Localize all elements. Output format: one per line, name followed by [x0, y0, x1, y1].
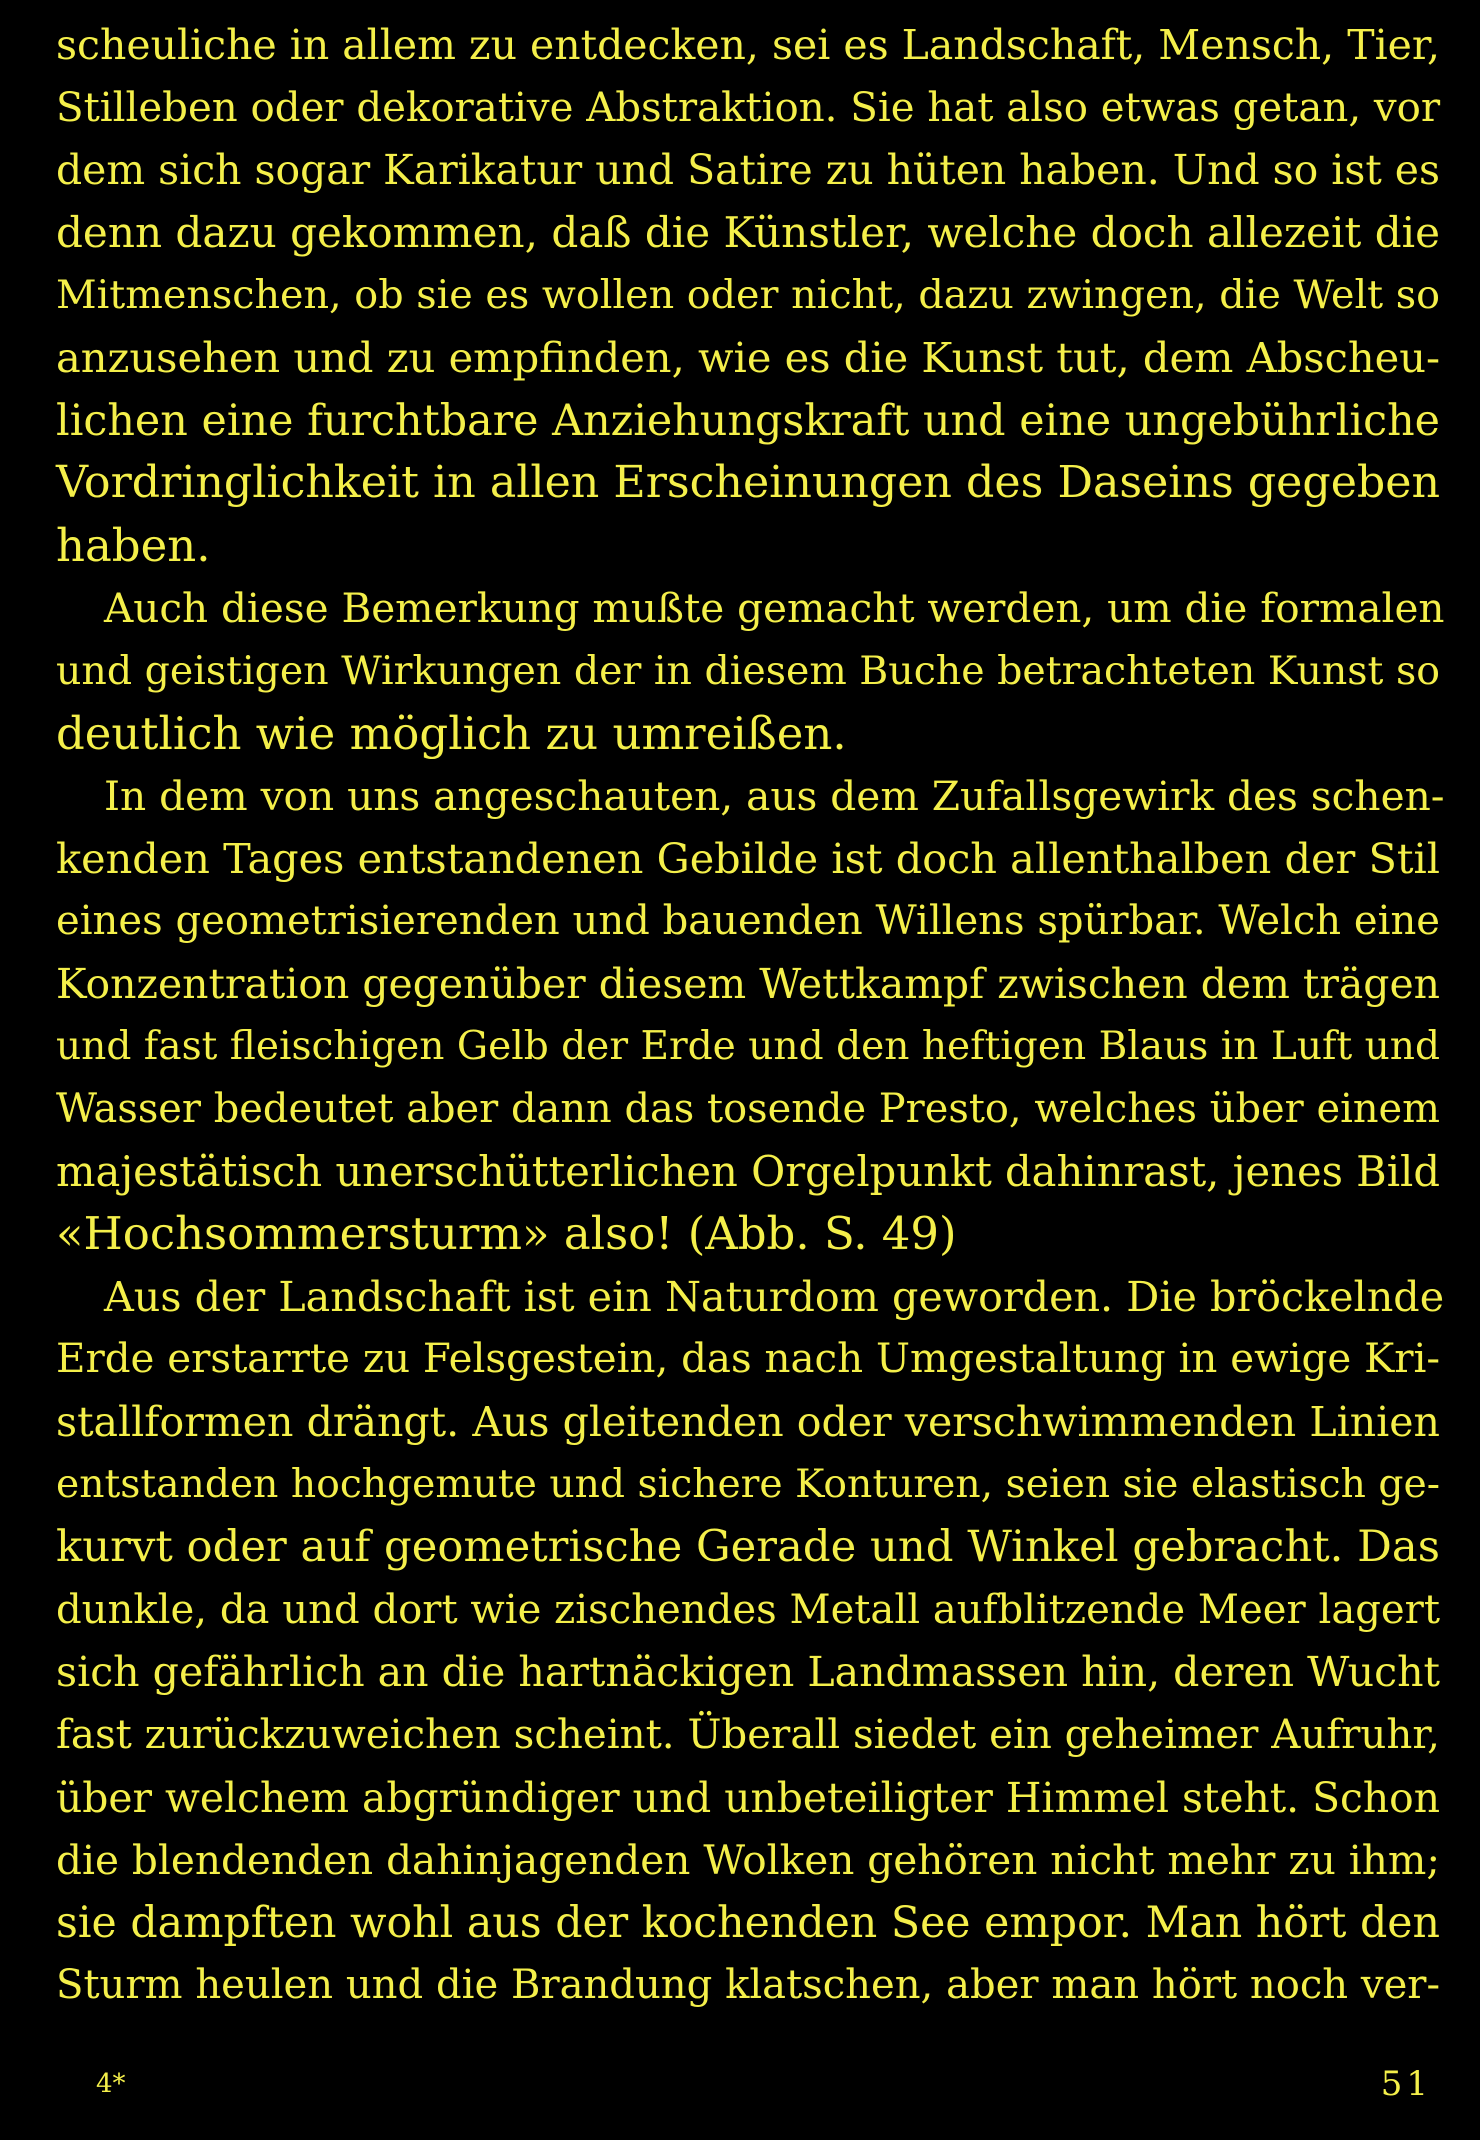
signature-mark: 4* — [96, 2069, 126, 2099]
text-line: fast zurückzuweichen scheint. Überall siedet ein geheimer Aufruhr, — [56, 1711, 1440, 1759]
text-line: und fast fleischigen Gelb der Erde und den heftigen Blaus in Luft und — [56, 1023, 1440, 1069]
text-line: eines geometrisierenden und bauenden Willens spürbar. Welch eine — [56, 898, 1440, 945]
paragraph — [56, 577, 1445, 765]
text-line: stallformen drängt. Aus gleitenden oder verschwimmenden Linien — [56, 1398, 1440, 1447]
text-line: anzusehen und zu empfinden, wie es die Kunst tut, dem Abscheu- — [56, 332, 1440, 382]
text-line: Sturm heulen und die Brandung klatschen, aber man hört noch ver- — [56, 1962, 1440, 2009]
text-line: Aus der Landschaft ist ein Naturdom geworden. Die bröckelnde — [104, 1272, 1445, 1321]
text-line: haben. — [56, 518, 211, 572]
text-line: Wasser bedeutet aber dann das tosende Presto, welches über einem — [56, 1086, 1440, 1133]
text-line: majestätisch unerschütterlichen Orgelpunkt dahinrast, jenes Bild — [56, 1146, 1440, 1196]
text-line: Auch diese Bemerkung mußte gemacht werden, um die formalen — [104, 584, 1445, 633]
text-line: lichen eine furchtbare Anziehungskraft und eine ungebührliche — [56, 395, 1440, 446]
page-number: 51 — [1380, 2064, 1432, 2104]
text-line: dem sich sogar Karikatur und Satire zu hüten haben. Und so ist es — [56, 146, 1440, 195]
text-line: sie dampften wohl aus der kochenden See empor. Man hört den — [56, 1897, 1440, 1948]
text-line: Vordringlichkeit in allen Erscheinungen des Daseins gegeben — [56, 457, 1440, 509]
text-line: «Hochsommersturm» also! (Abb. S. 49) — [56, 1207, 957, 1261]
paragraph — [56, 1266, 1445, 2017]
text-line: Erde erstarrte zu Felsgestein, das nach Umgestaltung in ewige Kri- — [56, 1335, 1440, 1383]
paragraph — [56, 14, 1440, 577]
text-line: Stilleben oder dekorative Abstraktion. Sie hat also etwas getan, vor — [56, 84, 1441, 131]
text-line: kenden Tages entstandenen Gebilde ist doch allenthalben der Stil — [56, 834, 1440, 883]
text-line: In dem von uns angeschauten, aus dem Zufallsgewirk des schen- — [104, 772, 1445, 821]
text-line: kurvt oder auf geometrische Gerade und Winkel gebracht. Das — [56, 1522, 1440, 1573]
text-line: Konzentration gegenüber diesem Wettkampf zwischen dem trägen — [56, 959, 1440, 1008]
body-text — [56, 14, 1445, 2017]
paragraph — [56, 765, 1445, 1266]
text-line: Mitmenschen, ob sie es wollen oder nicht, dazu zwingen, die Welt so — [56, 272, 1440, 319]
text-line: deutlich wie möglich zu umreißen. — [56, 706, 847, 760]
text-line: sich gefährlich an die hartnäckigen Landmassen hin, deren Wucht — [56, 1648, 1441, 1697]
text-line: über welchem abgründiger und unbeteiligter Himmel steht. Schon — [56, 1773, 1440, 1822]
text-line: denn dazu gekommen, daß die Künstler, welche doch allezeit die — [56, 207, 1440, 257]
text-line: die blendenden dahinjagenden Wolken gehören nicht mehr zu ihm; — [56, 1836, 1440, 1885]
text-line: scheuliche in allem zu entdecken, sei es Landschaft, Mensch, Tier, — [56, 21, 1440, 69]
text-line: und geistigen Wirkungen der in diesem Buche betrachteten Kunst so — [56, 647, 1440, 694]
text-line: entstanden hochgemute und sichere Konturen, seien sie elastisch ge- — [56, 1461, 1440, 1507]
text-line: dunkle, da und dort wie zischendes Metall aufblitzende Meer lagert — [56, 1586, 1440, 1633]
